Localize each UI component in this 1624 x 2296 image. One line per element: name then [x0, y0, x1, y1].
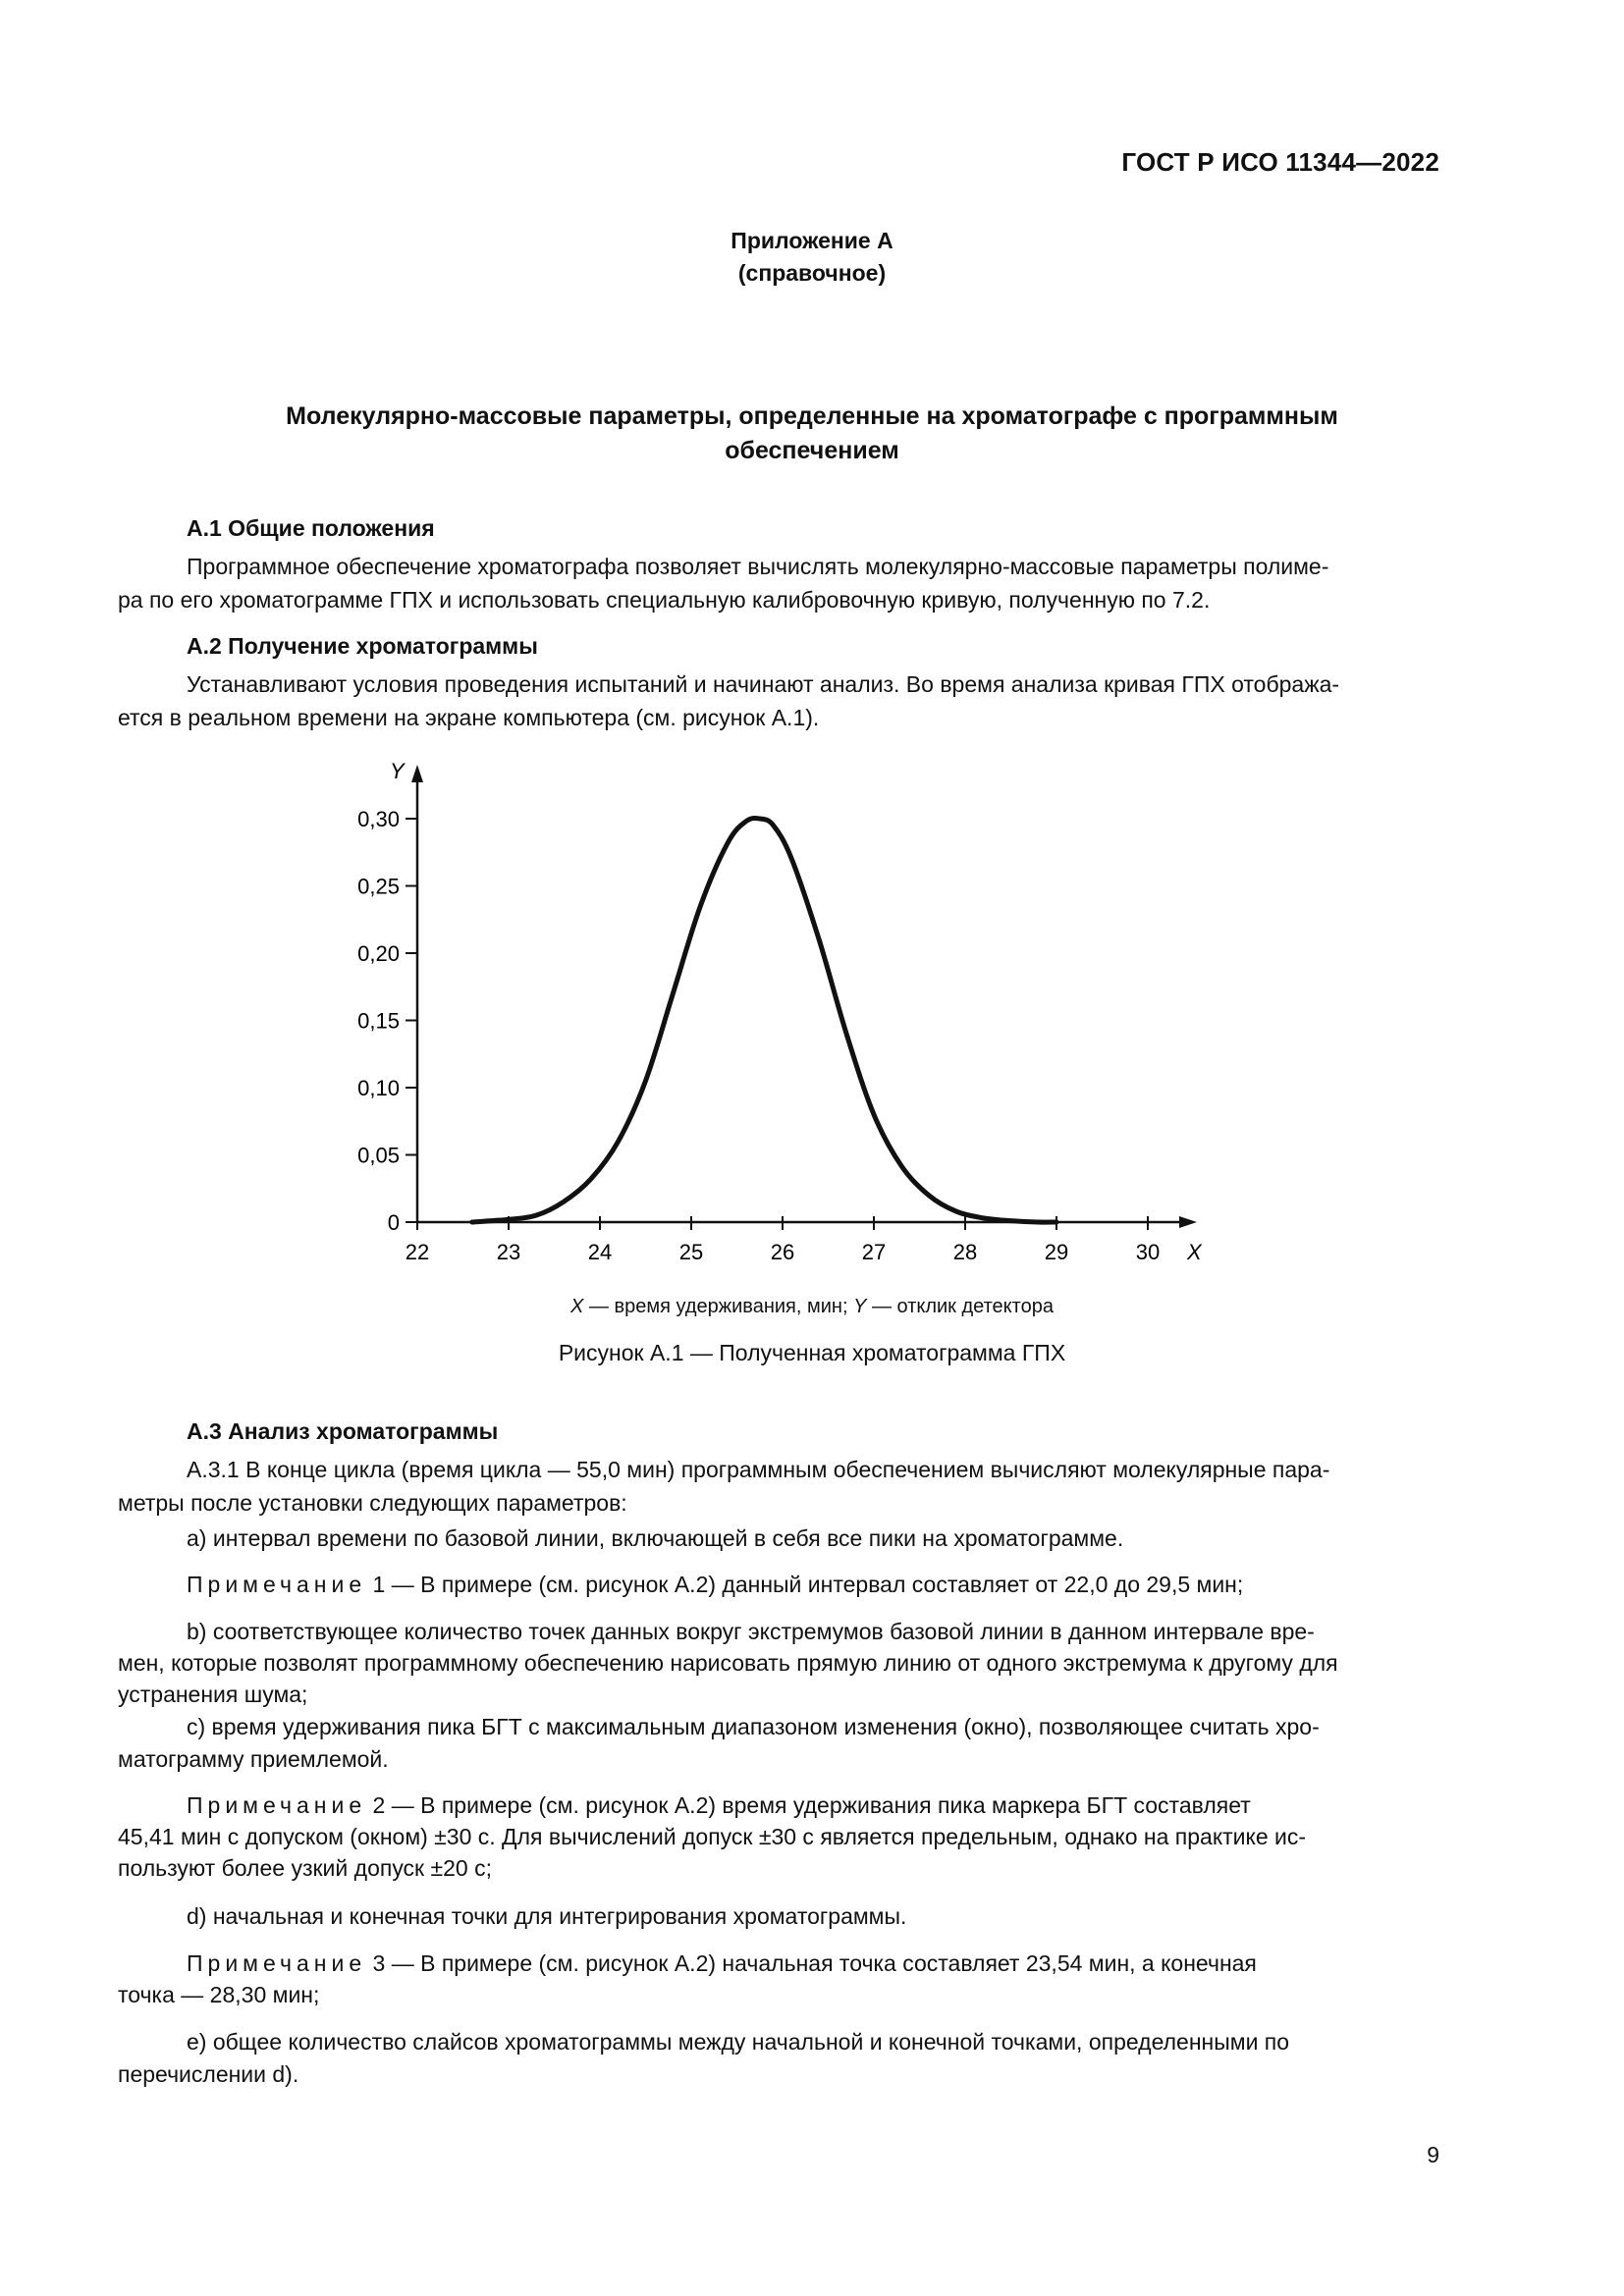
y-axis-label: Y — [390, 759, 405, 783]
x-axis-label: X — [1187, 1240, 1202, 1264]
x-tick-label: 28 — [952, 1240, 978, 1264]
y-axis-arrow — [411, 765, 423, 782]
a3-item-c-line1: с) время удерживания пика БГТ с максимальным диапазоном изменения (окно), позволяющее считать хро- — [187, 1714, 1320, 1739]
page-number: 9 — [1427, 2142, 1439, 2167]
a3-item-b-line1: b) соответствующее количество точек данных вокруг экстремумов базовой линии в данном интервале вре- — [187, 1619, 1315, 1644]
y-tick-label: 0,10 — [357, 1076, 400, 1100]
x-tick-label: 26 — [770, 1240, 795, 1264]
note-3-line2: точка — 28,30 мин; — [118, 1982, 320, 2007]
chart-axes — [387, 759, 1203, 1264]
section-a1-heading: А.1 Общие положения — [187, 515, 435, 541]
figure-caption: Рисунок А.1 — Полученная хроматограмма ГПХ — [558, 1340, 1066, 1365]
x-tick-label: 23 — [496, 1240, 521, 1264]
a3-item-b-line2: мен, которые позволят программному обеспечению нарисовать прямую линию от одного экстремума к другому для — [118, 1650, 1338, 1676]
section-a1-line2: ра по его хроматограмме ГПХ и использовать специальную калибровочную кривую, полученную по 7.2. — [118, 587, 1211, 613]
main-title-line2: обеспечением — [725, 437, 899, 464]
y-tick-label: 0,25 — [357, 874, 400, 899]
chromatogram-curve — [472, 818, 1056, 1222]
note-3-label: Примечание — [187, 1950, 367, 1976]
legend-x-text: — время удерживания, мин; — [583, 1296, 854, 1317]
x-tick-label: 27 — [861, 1240, 887, 1264]
a3-item-e-line2: перечислении d). — [118, 2061, 299, 2087]
y-tick-label: 0,20 — [357, 941, 400, 966]
legend-x-var: X — [570, 1296, 584, 1317]
standard-header: ГОСТ Р ИСО 11344—2022 — [1121, 147, 1439, 177]
a3-item-a: а) интервал времени по базовой линии, включающей в себя все пики на хроматограмме. — [187, 1525, 1124, 1551]
section-a2-heading: А.2 Получение хроматограммы — [187, 633, 538, 659]
a3-p1-line1: А.3.1 В конце цикла (время цикла — 55,0 мин) программным обеспечением вычисляют молекулярные пара- — [187, 1457, 1330, 1482]
note-2-line2: 45,41 мин с допуском (окном) ±30 с. Для вычислений допуск ±30 с является предельным, однако на практике ис- — [118, 1824, 1307, 1849]
a3-item-e-line1: е) общее количество слайсов хроматограммы между начальной и конечной точками, определенными по — [187, 2029, 1290, 2055]
annex-title: Приложение А — [731, 228, 893, 253]
y-tick-label: 0 — [387, 1210, 400, 1235]
x-tick-label: 29 — [1044, 1240, 1069, 1264]
note-2-line1 — [187, 1789, 1439, 1822]
a3-item-c-line2: матограмму приемлемой. — [118, 1746, 389, 1772]
annex-subtitle: (справочное) — [737, 260, 887, 286]
a3-p1-line2: метры после установки следующих параметров: — [118, 1490, 627, 1516]
note-3-line1 — [187, 1947, 1439, 1980]
figure-legend — [0, 1296, 1624, 1318]
note-1 — [187, 1568, 1439, 1601]
a3-item-b-line3: устранения шума; — [118, 1682, 308, 1707]
note-2-label: Примечание — [187, 1792, 367, 1818]
x-tick-label: 22 — [405, 1240, 430, 1264]
section-a1-line1: Программное обеспечение хроматографа позволяет вычислять молекулярно-массовые параметры полиме- — [187, 554, 1329, 579]
x-tick-label: 24 — [587, 1240, 613, 1264]
note-2-line3: пользуют более узкий допуск ±20 с; — [118, 1855, 492, 1881]
main-title-line1: Молекулярно-массовые параметры, определенные на хроматографе с программным — [286, 402, 1338, 430]
note-3-text: 3 — В примере (см. рисунок А.2) начальная точка составляет 23,54 мин, а конечная — [366, 1950, 1257, 1976]
x-tick-label: 30 — [1135, 1240, 1161, 1264]
note-2-text: 2 — В примере (см. рисунок А.2) время удерживания пика маркера БГТ составляет — [366, 1792, 1251, 1818]
x-axis-arrow — [1179, 1216, 1197, 1228]
note-1-label: Примечание — [187, 1572, 367, 1597]
y-tick-label: 0,30 — [357, 807, 400, 831]
chart-ticks — [357, 807, 1160, 1264]
y-tick-label: 0,15 — [357, 1008, 400, 1034]
legend-y-text: — отклик детектора — [866, 1296, 1054, 1317]
a3-item-d: d) начальная и конечная точки для интегрирования хроматограммы. — [187, 1903, 907, 1929]
y-tick-label: 0,05 — [357, 1143, 400, 1168]
x-tick-label: 25 — [678, 1240, 704, 1264]
chromatogram-chart — [334, 746, 1237, 1276]
legend-y-var: Y — [853, 1296, 867, 1317]
section-a2-line2: ется в реальном времени на экране компьютера (см. рисунок А.1). — [118, 705, 820, 730]
section-a2-line1: Устанавливают условия проведения испытаний и начинают анализ. Во время анализа кривая ГПХ отобража- — [187, 671, 1340, 697]
note-1-text: 1 — В примере (см. рисунок А.2) данный интервал составляет от 22,0 до 29,5 мин; — [366, 1572, 1244, 1597]
section-a3-heading: А.3 Анализ хроматограммы — [187, 1418, 499, 1444]
